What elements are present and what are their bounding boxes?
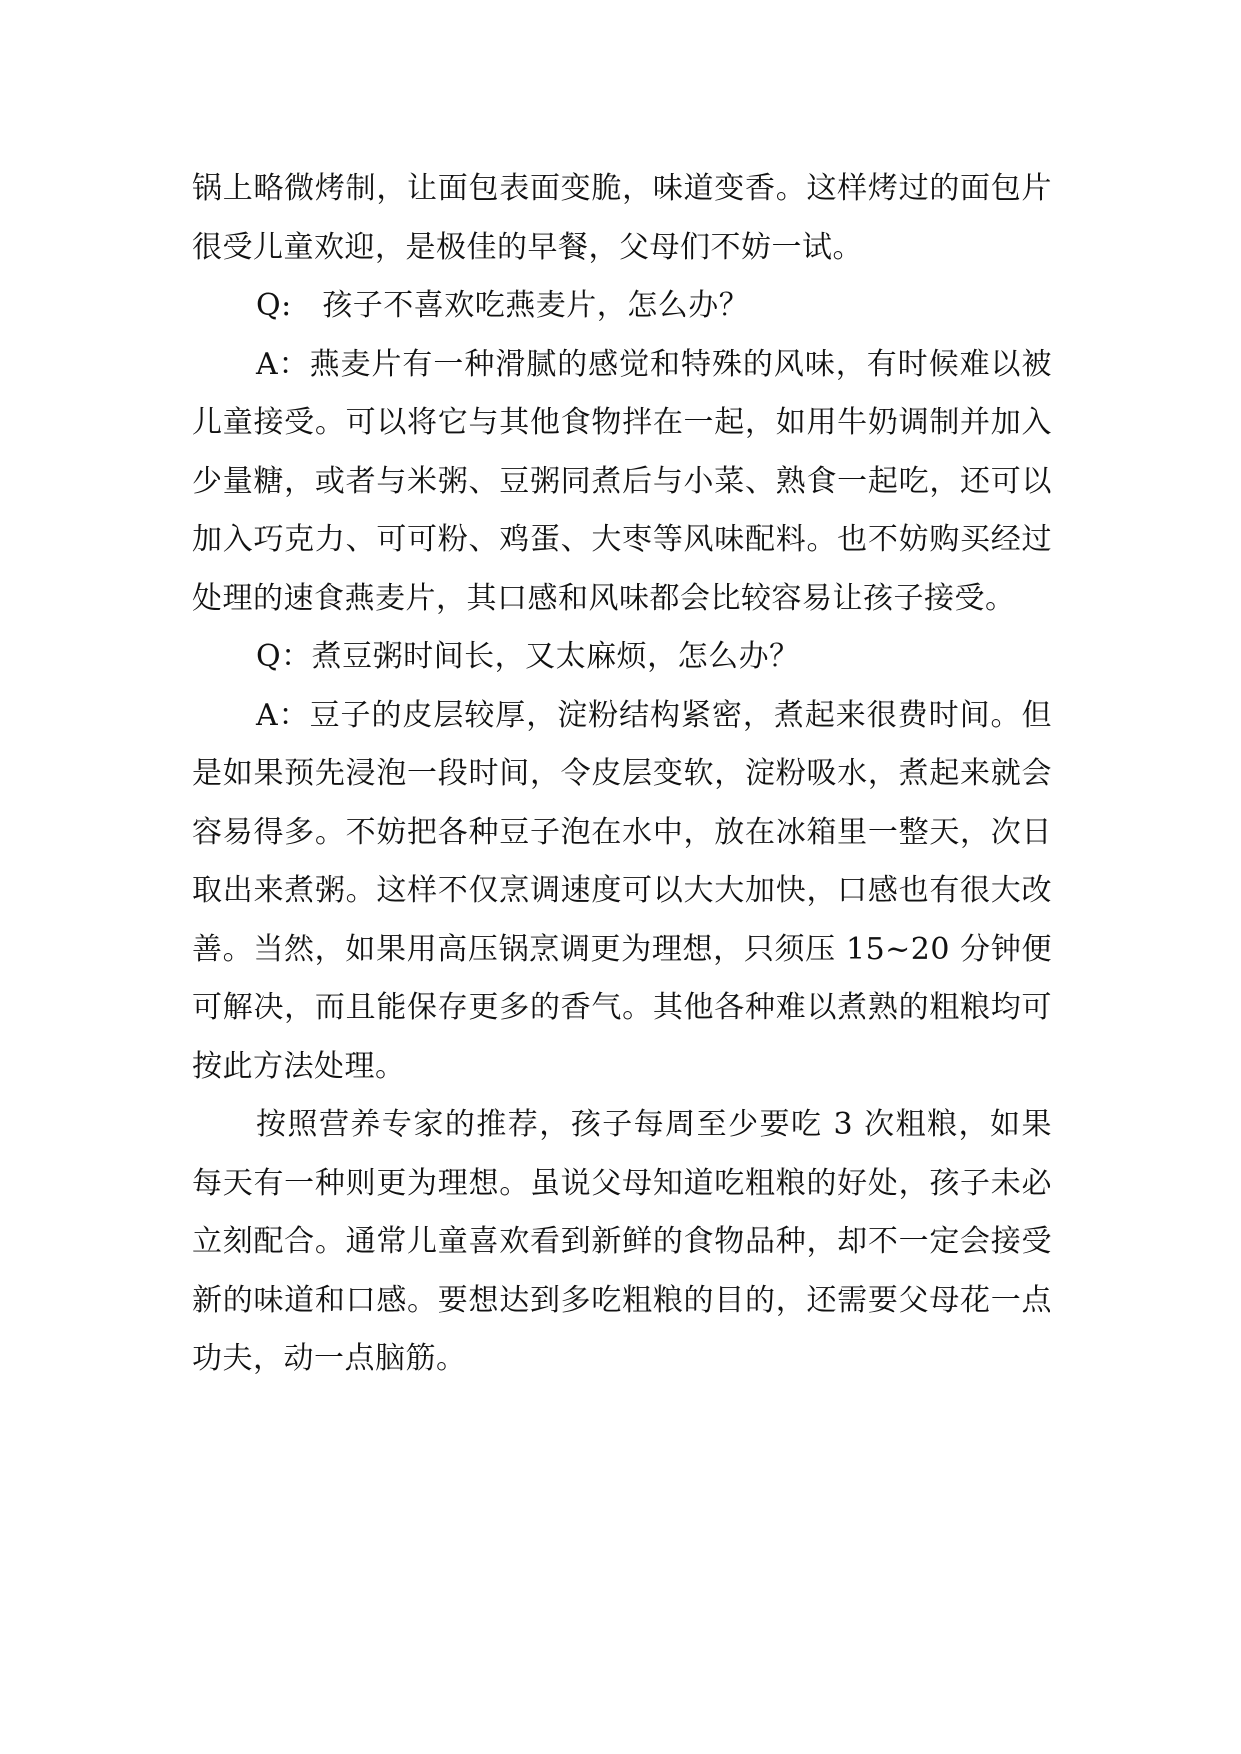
question-bean-porridge: Q：煮豆粥时间长，又太麻烦，怎么办？	[256, 639, 800, 674]
paragraph-coarse-grains-advice: 按照营养专家的推荐，孩子每周至少要吃 3 次粗粮，如果每天有一种则更为理想。虽说父母知道吃粗粮的好处，孩子未必立刻配合。通常儿童喜欢看到新鲜的食物品种，却不一定会接受新的味道和口感。要想达到多吃粗粮的目的，还需要父母花一点功夫，动一点脑筋。	[192, 1107, 1052, 1376]
answer-oatmeal: A：燕麦片有一种滑腻的感觉和特殊的风味，有时候难以被儿童接受。可以将它与其他食物拌在一起，如用牛奶调制并加入少量糖，或者与米粥、豆粥同煮后与小菜、熟食一起吃，还可以加入巧克力、可可粉、鸡蛋、大枣等风味配料。也不妨购买经过处理的速食燕麦片，其口感和风味都会比较容易让孩子接受。	[192, 346, 1052, 616]
document-body	[192, 160, 1052, 1389]
answer-bean-porridge: A：豆子的皮层较厚，淀粉结构紧密，煮起来很费时间。但是如果预先浸泡一段时间，令皮层变软，淀粉吸水，煮起来就会容易得多。不妨把各种豆子泡在水中，放在冰箱里一整天，次日取出来煮粥。这样不仅烹调速度可以大大加快，口感也有很大改善。当然，如果用高压锅烹调更为理想，只须压 15~20 分钟便可解决，而且能保存更多的香气。其他各种难以煮熟的粗粮均可按此方法处理。	[192, 697, 1052, 1084]
paragraph-bread-continued: 锅上略微烤制，让面包表面变脆，味道变香。这样烤过的面包片很受儿童欢迎，是极佳的早餐，父母们不妨一试。	[192, 171, 1052, 265]
question-oatmeal: Q: 孩子不喜欢吃燕麦片，怎么办？	[256, 288, 750, 323]
